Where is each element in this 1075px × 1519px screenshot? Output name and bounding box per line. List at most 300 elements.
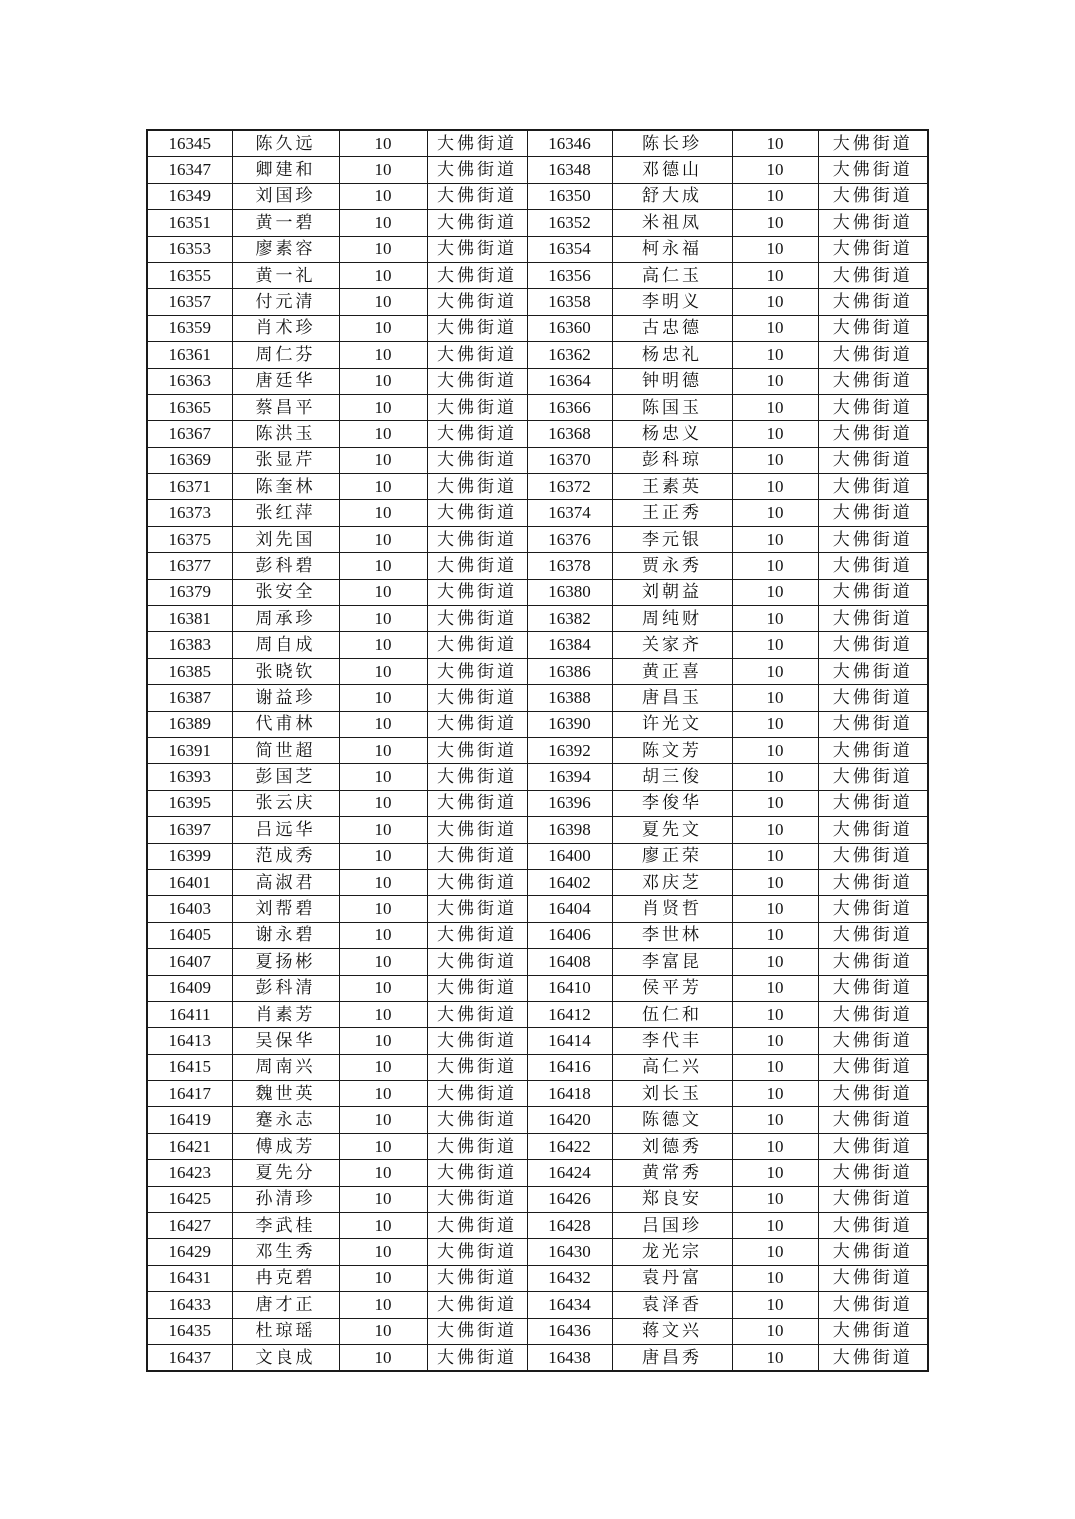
- subdistrict-cell: 大佛街道: [818, 421, 928, 447]
- subdistrict-cell: 大佛街道: [427, 922, 527, 948]
- record-id-cell: 16410: [527, 975, 612, 1001]
- amount-cell: 10: [732, 500, 818, 526]
- table-row: [147, 1239, 928, 1265]
- subdistrict-cell: 大佛街道: [427, 1133, 527, 1159]
- amount-cell: 10: [732, 183, 818, 209]
- person-name-cell: 周纯财: [612, 606, 732, 632]
- person-name-cell: 肖素芳: [232, 1001, 339, 1027]
- subdistrict-cell: 大佛街道: [427, 1239, 527, 1265]
- record-id-cell: 16390: [527, 711, 612, 737]
- person-name-cell: 周仁芬: [232, 342, 339, 368]
- table-row: [147, 1133, 928, 1159]
- person-name-cell: 黄常秀: [612, 1160, 732, 1186]
- subdistrict-cell: 大佛街道: [818, 1001, 928, 1027]
- table-row: [147, 1186, 928, 1212]
- subdistrict-cell: 大佛街道: [427, 183, 527, 209]
- subdistrict-cell: 大佛街道: [427, 658, 527, 684]
- amount-cell: 10: [732, 606, 818, 632]
- record-id-cell: 16401: [147, 869, 232, 895]
- amount-cell: 10: [732, 685, 818, 711]
- amount-cell: 10: [339, 500, 427, 526]
- table-row: [147, 157, 928, 183]
- amount-cell: 10: [339, 1001, 427, 1027]
- subdistrict-cell: 大佛街道: [818, 526, 928, 552]
- subdistrict-cell: 大佛街道: [818, 210, 928, 236]
- amount-cell: 10: [339, 896, 427, 922]
- subdistrict-cell: 大佛街道: [818, 1028, 928, 1054]
- subdistrict-cell: 大佛街道: [427, 711, 527, 737]
- amount-cell: 10: [732, 262, 818, 288]
- person-name-cell: 高仁兴: [612, 1054, 732, 1080]
- subdistrict-cell: 大佛街道: [427, 843, 527, 869]
- table-row: [147, 1001, 928, 1027]
- amount-cell: 10: [339, 474, 427, 500]
- person-name-cell: 文良成: [232, 1344, 339, 1371]
- amount-cell: 10: [339, 210, 427, 236]
- person-name-cell: 唐廷华: [232, 368, 339, 394]
- person-name-cell: 冉克碧: [232, 1265, 339, 1291]
- subdistrict-cell: 大佛街道: [818, 869, 928, 895]
- table-row: [147, 632, 928, 658]
- record-id-cell: 16432: [527, 1265, 612, 1291]
- subdistrict-cell: 大佛街道: [818, 817, 928, 843]
- subdistrict-cell: 大佛街道: [427, 1001, 527, 1027]
- person-name-cell: 郑良安: [612, 1186, 732, 1212]
- amount-cell: 10: [732, 368, 818, 394]
- record-id-cell: 16396: [527, 790, 612, 816]
- amount-cell: 10: [339, 1239, 427, 1265]
- subdistrict-cell: 大佛街道: [427, 632, 527, 658]
- amount-cell: 10: [339, 790, 427, 816]
- subdistrict-cell: 大佛街道: [818, 1054, 928, 1080]
- record-id-cell: 16419: [147, 1107, 232, 1133]
- person-name-cell: 钟明德: [612, 368, 732, 394]
- subdistrict-cell: 大佛街道: [818, 1239, 928, 1265]
- amount-cell: 10: [339, 236, 427, 262]
- subdistrict-cell: 大佛街道: [818, 711, 928, 737]
- record-id-cell: 16424: [527, 1160, 612, 1186]
- subdistrict-cell: 大佛街道: [427, 157, 527, 183]
- record-id-cell: 16384: [527, 632, 612, 658]
- person-name-cell: 肖术珍: [232, 315, 339, 341]
- amount-cell: 10: [732, 632, 818, 658]
- amount-cell: 10: [339, 817, 427, 843]
- table-row: [147, 500, 928, 526]
- amount-cell: 10: [339, 157, 427, 183]
- person-name-cell: 王素英: [612, 474, 732, 500]
- person-name-cell: 关家齐: [612, 632, 732, 658]
- person-name-cell: 杜琼瑶: [232, 1318, 339, 1344]
- amount-cell: 10: [339, 553, 427, 579]
- table-row: [147, 606, 928, 632]
- record-id-cell: 16383: [147, 632, 232, 658]
- record-id-cell: 16347: [147, 157, 232, 183]
- table-row: [147, 1213, 928, 1239]
- subdistrict-cell: 大佛街道: [818, 289, 928, 315]
- subdistrict-cell: 大佛街道: [818, 1265, 928, 1291]
- amount-cell: 10: [732, 1107, 818, 1133]
- amount-cell: 10: [339, 1344, 427, 1371]
- amount-cell: 10: [339, 526, 427, 552]
- record-id-cell: 16438: [527, 1344, 612, 1371]
- record-id-cell: 16420: [527, 1107, 612, 1133]
- person-name-cell: 肖贤哲: [612, 896, 732, 922]
- record-id-cell: 16360: [527, 315, 612, 341]
- subdistrict-cell: 大佛街道: [427, 1160, 527, 1186]
- table-row: [147, 183, 928, 209]
- record-id-cell: 16413: [147, 1028, 232, 1054]
- record-id-cell: 16430: [527, 1239, 612, 1265]
- subdistrict-cell: 大佛街道: [818, 1213, 928, 1239]
- record-id-cell: 16373: [147, 500, 232, 526]
- subdistrict-cell: 大佛街道: [427, 1107, 527, 1133]
- record-id-cell: 16402: [527, 869, 612, 895]
- amount-cell: 10: [339, 975, 427, 1001]
- person-name-cell: 邓生秀: [232, 1239, 339, 1265]
- record-id-cell: 16391: [147, 737, 232, 763]
- record-id-cell: 16375: [147, 526, 232, 552]
- record-id-cell: 16353: [147, 236, 232, 262]
- subdistrict-cell: 大佛街道: [427, 526, 527, 552]
- amount-cell: 10: [732, 764, 818, 790]
- person-name-cell: 彭国芝: [232, 764, 339, 790]
- amount-cell: 10: [339, 737, 427, 763]
- person-name-cell: 唐昌秀: [612, 1344, 732, 1371]
- amount-cell: 10: [732, 896, 818, 922]
- record-id-cell: 16365: [147, 394, 232, 420]
- person-name-cell: 刘德秀: [612, 1133, 732, 1159]
- person-name-cell: 代甫林: [232, 711, 339, 737]
- amount-cell: 10: [339, 1028, 427, 1054]
- subdistrict-cell: 大佛街道: [427, 606, 527, 632]
- record-id-cell: 16437: [147, 1344, 232, 1371]
- person-name-cell: 谢益珍: [232, 685, 339, 711]
- person-name-cell: 李武桂: [232, 1213, 339, 1239]
- subdistrict-cell: 大佛街道: [427, 1292, 527, 1318]
- subdistrict-cell: 大佛街道: [818, 764, 928, 790]
- subdistrict-cell: 大佛街道: [427, 1213, 527, 1239]
- record-id-cell: 16397: [147, 817, 232, 843]
- table-row: [147, 975, 928, 1001]
- amount-cell: 10: [732, 1344, 818, 1371]
- person-name-cell: 许光文: [612, 711, 732, 737]
- subdistrict-cell: 大佛街道: [818, 394, 928, 420]
- record-id-cell: 16406: [527, 922, 612, 948]
- table-row: [147, 130, 928, 157]
- record-id-cell: 16352: [527, 210, 612, 236]
- amount-cell: 10: [732, 1292, 818, 1318]
- amount-cell: 10: [339, 368, 427, 394]
- subdistrict-cell: 大佛街道: [427, 210, 527, 236]
- subdistrict-cell: 大佛街道: [427, 1081, 527, 1107]
- person-name-cell: 高淑君: [232, 869, 339, 895]
- person-name-cell: 高仁玉: [612, 262, 732, 288]
- record-id-cell: 16418: [527, 1081, 612, 1107]
- amount-cell: 10: [339, 421, 427, 447]
- record-id-cell: 16434: [527, 1292, 612, 1318]
- subdistrict-cell: 大佛街道: [427, 1265, 527, 1291]
- person-name-cell: 刘先国: [232, 526, 339, 552]
- subdistrict-cell: 大佛街道: [818, 922, 928, 948]
- record-id-cell: 16361: [147, 342, 232, 368]
- table-row: [147, 1318, 928, 1344]
- amount-cell: 10: [732, 1001, 818, 1027]
- person-name-cell: 唐昌玉: [612, 685, 732, 711]
- record-id-cell: 16386: [527, 658, 612, 684]
- record-id-cell: 16346: [527, 130, 612, 157]
- record-id-cell: 16376: [527, 526, 612, 552]
- amount-cell: 10: [339, 843, 427, 869]
- subdistrict-cell: 大佛街道: [427, 500, 527, 526]
- amount-cell: 10: [732, 315, 818, 341]
- record-id-cell: 16399: [147, 843, 232, 869]
- table-row: [147, 368, 928, 394]
- amount-cell: 10: [339, 764, 427, 790]
- table-row: [147, 342, 928, 368]
- record-id-cell: 16351: [147, 210, 232, 236]
- record-id-cell: 16387: [147, 685, 232, 711]
- amount-cell: 10: [339, 1318, 427, 1344]
- person-name-cell: 侯平芳: [612, 975, 732, 1001]
- amount-cell: 10: [732, 1081, 818, 1107]
- record-id-cell: 16388: [527, 685, 612, 711]
- subdistrict-cell: 大佛街道: [818, 1160, 928, 1186]
- person-name-cell: 陈长珍: [612, 130, 732, 157]
- person-name-cell: 伍仁和: [612, 1001, 732, 1027]
- table-row: [147, 474, 928, 500]
- record-id-cell: 16415: [147, 1054, 232, 1080]
- record-id-cell: 16345: [147, 130, 232, 157]
- table-row: [147, 1054, 928, 1080]
- record-id-cell: 16349: [147, 183, 232, 209]
- amount-cell: 10: [732, 869, 818, 895]
- subdistrict-cell: 大佛街道: [427, 790, 527, 816]
- person-name-cell: 陈奎林: [232, 474, 339, 500]
- amount-cell: 10: [732, 1318, 818, 1344]
- person-name-cell: 杨忠义: [612, 421, 732, 447]
- person-name-cell: 周自成: [232, 632, 339, 658]
- record-id-cell: 16350: [527, 183, 612, 209]
- record-id-cell: 16423: [147, 1160, 232, 1186]
- subdistrict-cell: 大佛街道: [818, 157, 928, 183]
- table-row: [147, 579, 928, 605]
- amount-cell: 10: [339, 289, 427, 315]
- table-row: [147, 1160, 928, 1186]
- record-id-cell: 16408: [527, 949, 612, 975]
- amount-cell: 10: [732, 658, 818, 684]
- amount-cell: 10: [732, 289, 818, 315]
- subdistrict-cell: 大佛街道: [427, 368, 527, 394]
- amount-cell: 10: [732, 817, 818, 843]
- subdistrict-cell: 大佛街道: [818, 342, 928, 368]
- amount-cell: 10: [732, 790, 818, 816]
- subdistrict-cell: 大佛街道: [427, 315, 527, 341]
- person-name-cell: 卿建和: [232, 157, 339, 183]
- amount-cell: 10: [339, 1213, 427, 1239]
- subdistrict-cell: 大佛街道: [427, 764, 527, 790]
- amount-cell: 10: [339, 315, 427, 341]
- subdistrict-cell: 大佛街道: [427, 394, 527, 420]
- subdistrict-cell: 大佛街道: [427, 817, 527, 843]
- person-name-cell: 邓德山: [612, 157, 732, 183]
- person-name-cell: 李明义: [612, 289, 732, 315]
- person-name-cell: 张安全: [232, 579, 339, 605]
- person-name-cell: 柯永福: [612, 236, 732, 262]
- amount-cell: 10: [339, 262, 427, 288]
- person-name-cell: 龙光宗: [612, 1239, 732, 1265]
- record-id-cell: 16416: [527, 1054, 612, 1080]
- subdistrict-cell: 大佛街道: [818, 790, 928, 816]
- person-name-cell: 李元银: [612, 526, 732, 552]
- record-id-cell: 16372: [527, 474, 612, 500]
- record-id-cell: 16393: [147, 764, 232, 790]
- record-id-cell: 16380: [527, 579, 612, 605]
- record-id-cell: 16363: [147, 368, 232, 394]
- table-row: [147, 262, 928, 288]
- person-name-cell: 彭科琼: [612, 447, 732, 473]
- person-name-cell: 简世超: [232, 737, 339, 763]
- person-name-cell: 夏先文: [612, 817, 732, 843]
- table-row: [147, 817, 928, 843]
- amount-cell: 10: [732, 236, 818, 262]
- amount-cell: 10: [339, 342, 427, 368]
- person-name-cell: 陈德文: [612, 1107, 732, 1133]
- record-id-cell: 16374: [527, 500, 612, 526]
- amount-cell: 10: [732, 579, 818, 605]
- person-name-cell: 廖正荣: [612, 843, 732, 869]
- record-id-cell: 16398: [527, 817, 612, 843]
- amount-cell: 10: [732, 949, 818, 975]
- record-id-cell: 16377: [147, 553, 232, 579]
- table-row: [147, 843, 928, 869]
- person-name-cell: 蒋文兴: [612, 1318, 732, 1344]
- person-name-cell: 袁丹富: [612, 1265, 732, 1291]
- record-id-cell: 16362: [527, 342, 612, 368]
- record-id-cell: 16414: [527, 1028, 612, 1054]
- table-row: [147, 922, 928, 948]
- subdistrict-cell: 大佛街道: [818, 579, 928, 605]
- subdistrict-cell: 大佛街道: [427, 421, 527, 447]
- amount-cell: 10: [732, 130, 818, 157]
- person-name-cell: 刘帮碧: [232, 896, 339, 922]
- subdistrict-cell: 大佛街道: [427, 447, 527, 473]
- record-id-cell: 16400: [527, 843, 612, 869]
- amount-cell: 10: [732, 1160, 818, 1186]
- person-name-cell: 孙清珍: [232, 1186, 339, 1212]
- table-row: [147, 421, 928, 447]
- person-name-cell: 蹇永志: [232, 1107, 339, 1133]
- person-name-cell: 廖素容: [232, 236, 339, 262]
- person-name-cell: 刘朝益: [612, 579, 732, 605]
- record-id-cell: 16403: [147, 896, 232, 922]
- person-name-cell: 袁泽香: [612, 1292, 732, 1318]
- table-row: [147, 790, 928, 816]
- subdistrict-cell: 大佛街道: [427, 1054, 527, 1080]
- record-id-cell: 16364: [527, 368, 612, 394]
- person-name-cell: 张云庆: [232, 790, 339, 816]
- person-name-cell: 周南兴: [232, 1054, 339, 1080]
- amount-cell: 10: [732, 975, 818, 1001]
- person-name-cell: 吕远华: [232, 817, 339, 843]
- subdistrict-cell: 大佛街道: [427, 130, 527, 157]
- amount-cell: 10: [732, 394, 818, 420]
- amount-cell: 10: [339, 632, 427, 658]
- record-id-cell: 16354: [527, 236, 612, 262]
- record-id-cell: 16429: [147, 1239, 232, 1265]
- person-name-cell: 杨忠礼: [612, 342, 732, 368]
- person-name-cell: 邓庆芝: [612, 869, 732, 895]
- person-name-cell: 夏先分: [232, 1160, 339, 1186]
- amount-cell: 10: [732, 1239, 818, 1265]
- person-name-cell: 贾永秀: [612, 553, 732, 579]
- table-row: [147, 737, 928, 763]
- amount-cell: 10: [732, 157, 818, 183]
- record-id-cell: 16371: [147, 474, 232, 500]
- record-id-cell: 16358: [527, 289, 612, 315]
- subdistrict-cell: 大佛街道: [818, 1133, 928, 1159]
- subdistrict-cell: 大佛街道: [427, 949, 527, 975]
- subdistrict-cell: 大佛街道: [427, 869, 527, 895]
- subdistrict-cell: 大佛街道: [818, 737, 928, 763]
- record-id-cell: 16394: [527, 764, 612, 790]
- record-id-cell: 16392: [527, 737, 612, 763]
- amount-cell: 10: [732, 210, 818, 236]
- record-id-cell: 16366: [527, 394, 612, 420]
- subdistrict-cell: 大佛街道: [818, 474, 928, 500]
- table-row: [147, 315, 928, 341]
- person-name-cell: 张红萍: [232, 500, 339, 526]
- person-name-cell: 付元清: [232, 289, 339, 315]
- record-id-cell: 16405: [147, 922, 232, 948]
- table-row: [147, 1107, 928, 1133]
- record-id-cell: 16395: [147, 790, 232, 816]
- table-row: [147, 236, 928, 262]
- amount-cell: 10: [339, 1186, 427, 1212]
- table-row: [147, 764, 928, 790]
- record-id-cell: 16381: [147, 606, 232, 632]
- record-id-cell: 16389: [147, 711, 232, 737]
- record-id-cell: 16378: [527, 553, 612, 579]
- record-id-cell: 16427: [147, 1213, 232, 1239]
- subdistrict-cell: 大佛街道: [818, 685, 928, 711]
- subdistrict-cell: 大佛街道: [818, 1318, 928, 1344]
- person-name-cell: 张显芹: [232, 447, 339, 473]
- person-name-cell: 舒大成: [612, 183, 732, 209]
- amount-cell: 10: [732, 1213, 818, 1239]
- amount-cell: 10: [339, 606, 427, 632]
- amount-cell: 10: [339, 922, 427, 948]
- amount-cell: 10: [339, 685, 427, 711]
- record-id-cell: 16422: [527, 1133, 612, 1159]
- person-name-cell: 李世林: [612, 922, 732, 948]
- person-name-cell: 李富昆: [612, 949, 732, 975]
- subdistrict-cell: 大佛街道: [818, 447, 928, 473]
- person-name-cell: 范成秀: [232, 843, 339, 869]
- amount-cell: 10: [339, 1160, 427, 1186]
- person-name-cell: 唐才正: [232, 1292, 339, 1318]
- subdistrict-cell: 大佛街道: [818, 183, 928, 209]
- subdistrict-cell: 大佛街道: [818, 1186, 928, 1212]
- roster-body: [147, 130, 928, 1371]
- amount-cell: 10: [732, 843, 818, 869]
- amount-cell: 10: [732, 1028, 818, 1054]
- person-name-cell: 胡三俊: [612, 764, 732, 790]
- amount-cell: 10: [339, 1292, 427, 1318]
- roster-table: [146, 129, 929, 1372]
- subdistrict-cell: 大佛街道: [818, 130, 928, 157]
- person-name-cell: 刘长玉: [612, 1081, 732, 1107]
- record-id-cell: 16435: [147, 1318, 232, 1344]
